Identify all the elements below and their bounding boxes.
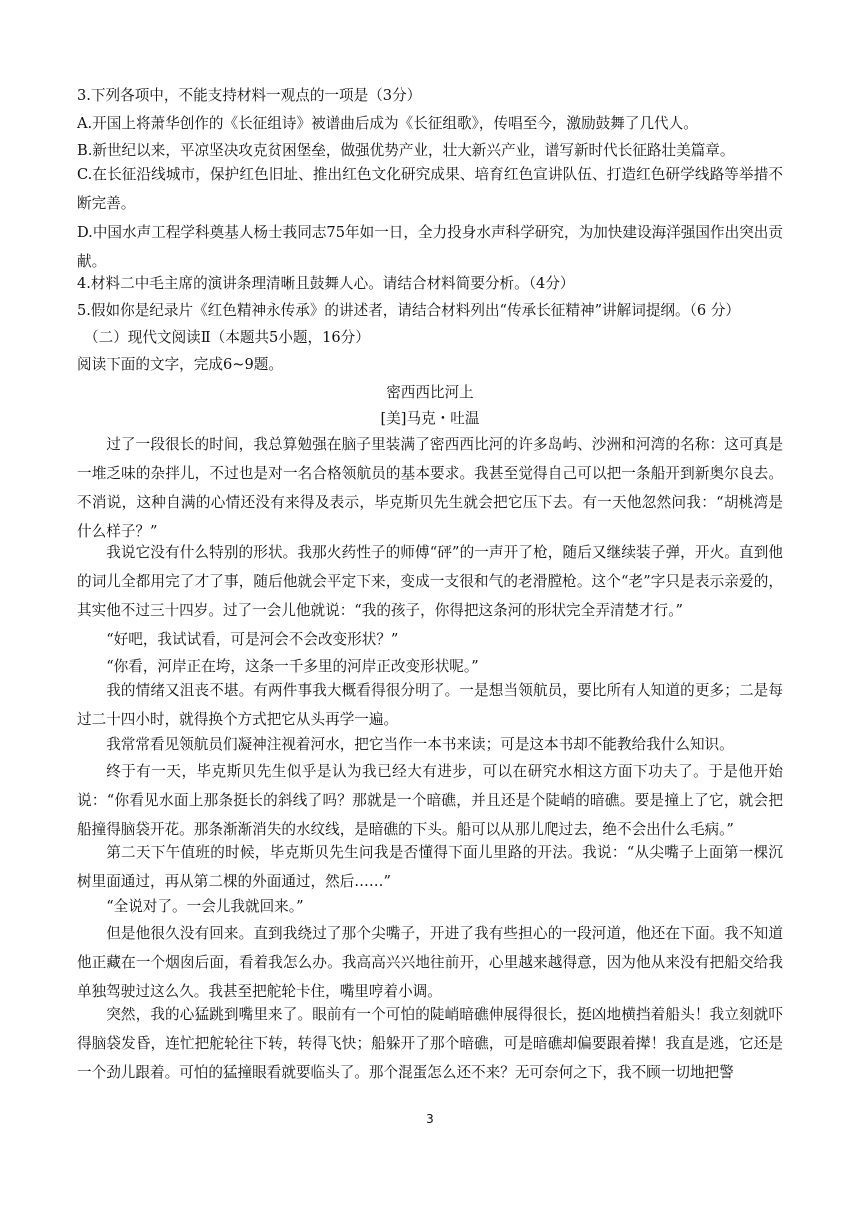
article-paragraph: “好吧，我试试看，可是河会不会改变形状？” [106,631,399,648]
article-author: [美]马克・吐温 [380,410,480,427]
article-paragraph: 突然，我的心猛跳到嘴里来了。眼前有一个可怕的陡峭暗礁伸展得很长，挺凶地横挡着船头！我立刻就吓得脑袋发昏，连忙把舵轮往下转，转得飞快；船躲开了那个暗礁，可是暗礁却偏要跟着撵！我直是逃，它还是一个劲儿跟着。可怕的猛撞眼看就要临头了。那个混蛋怎么还不来？无可奈何之下，我不顾一切地把警 [77,1006,783,1081]
question-5: 5.假如你是纪录片《红色精神永传承》的讲述者，请结合材料列出“传承长征精神”讲解词提纲。（6 分） [77,302,741,319]
article-paragraph: 但是他很久没有回来。直到我绕过了那个尖嘴子，开进了我有些担心的一段河道，他还在下面。我不知道他正藏在一个烟囱后面，看着我怎么办。我高高兴兴地往前开，心里越来越得意，因为他从来没有把船交给我单独驾驶过这么久。我甚至把舵轮卡住，嘴里哼着小调。 [77,925,783,1000]
article-paragraph: 我的情绪又沮丧不堪。有两件事我大概看得很分明了。一是想当领航员，要比所有人知道的更多；二是每过二十四小时，就得换个方式把它从头再学一遍。 [77,682,783,728]
page-number: 3 [426,1112,434,1126]
article-paragraph: “你看，河岸正在垮，这条一千多里的河岸正改变形状呢。” [106,658,479,675]
article-paragraph: “全说对了。一会儿我就回来。” [106,898,304,915]
article-paragraph: 我常常看见领航员们凝神注视着河水，把它当作一本书来读；可是这本书却不能教给我什么知识。 [106,736,734,753]
question-3-option-a: A.开国上将萧华创作的《长征组诗》被谱曲后成为《长征组歌》，传唱至今，激励鼓舞了几代人。 [77,115,698,132]
question-3-stem: 3.下列各项中，不能支持材料一观点的一项是（3分） [77,87,422,104]
question-4: 4.材料二中毛主席的演讲条理清晰且鼓舞人心。请结合材料简要分析。（4分） [77,275,575,292]
article-paragraph: 终于有一天，毕克斯贝先生似乎是认为我已经大有进步，可以在研究水相这方面下功夫了。于是他开始说：“你看见水面上那条挺长的斜线了吗？那就是一个暗礁，并且还是个陡峭的暗礁。要是撞上了它，就会把船撞得脑袋开花。那条渐渐消失的水纹线，是暗礁的下头。船可以从那儿爬过去，绝不会出什么毛病。” [77,763,783,838]
question-3-option-c: C.在长征沿线城市，保护红色旧址、推出红色文化研究成果、培育红色宣讲队伍、打造红色研学线路等举措不断完善。 [77,166,783,212]
article-paragraph: 我说它没有什么特别的形状。我那火药性子的师傅“砰”的一声开了枪，随后又继续装子弹，开火。直到他的词儿全都用完了才了事，随后他就会平定下来，变成一支很和气的老滑膛枪。这个“老”字只是表示亲爱的，其实他不过三十四岁。过了一会儿他就说：“我的孩子，你得把这条河的形状完全弄清楚才行。” [77,544,783,619]
section-title: （二）现代文阅读Ⅱ（本题共5小题，16分） [84,329,370,346]
question-3-option-b: B.新世纪以来，平凉坚决攻克贫困堡垒，做强优势产业，壮大新兴产业，谱写新时代长征路壮美篇章。 [77,142,735,159]
question-3-option-d: D.中国水声工程学科奠基人杨士莪同志75年如一日，全力投身水声科学研究，为加快建设海洋强国作出突出贡献。 [77,224,783,270]
reading-instruction: 阅读下面的文字，完成6~9题。 [77,356,283,373]
article-paragraph: 第二天下午值班的时候，毕克斯贝先生问我是否懂得下面儿里路的开法。我说：“从尖嘴子上面第一棵沉树里面通过，再从第二棵的外面通过，然后……” [77,844,783,890]
article-paragraph: 过了一段很长的时间，我总算勉强在脑子里装满了密西西比河的许多岛屿、沙洲和河湾的名称：这可真是一堆乏味的杂拌儿，不过也是对一名合格领航员的基本要求。我甚至觉得自己可以把一条船开到新奥尔良去。不消说，这种自满的心情还没有来得及表示，毕克斯贝先生就会把它压下去。有一天他忽然问我：“胡桃湾是什么样子？” [77,436,783,540]
article-title: 密西西比河上 [386,384,474,401]
